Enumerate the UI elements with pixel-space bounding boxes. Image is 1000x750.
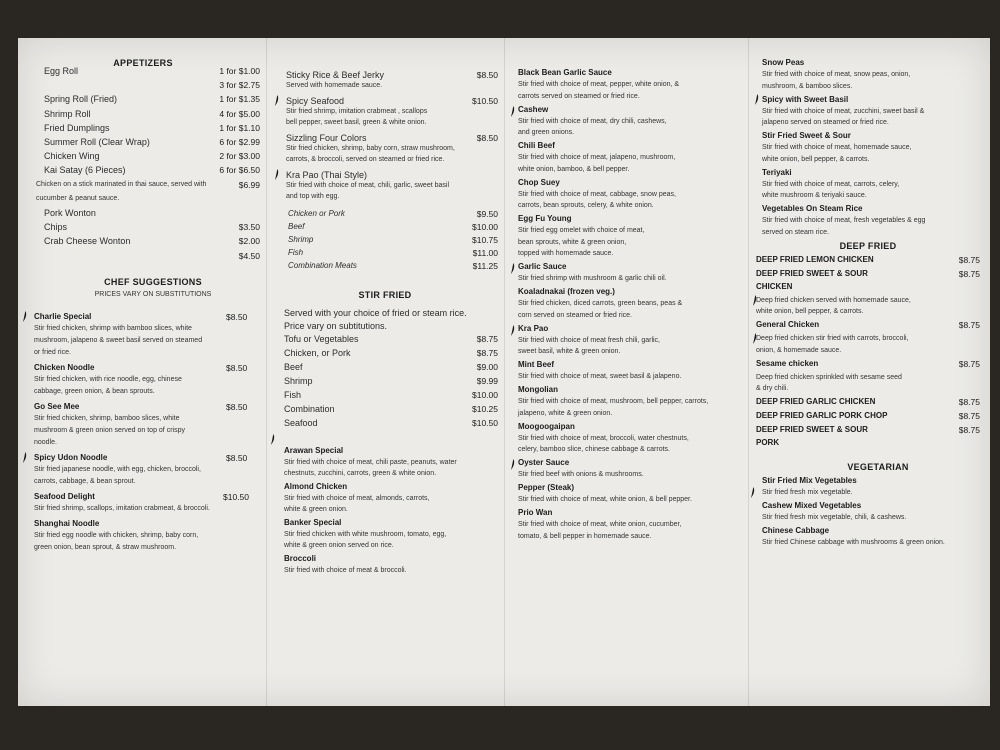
chef-item-description: Stir fried shrimp, scallops, imitation crabmeat, & broccoli. <box>34 504 210 512</box>
stir-fried-option-price: $8.75 <box>476 334 498 344</box>
entree-item-description: Stir fried with choice of meat, sweet basil & jalapeno. <box>518 373 682 380</box>
stir-fried-item-name: Broccoli <box>284 554 317 563</box>
deep-fried-item-name: PORK <box>756 438 780 447</box>
deep-fried-price: $8.75 <box>958 397 980 407</box>
entree-item-description: Stir fried with choice of meat, white onion, & bell pepper. <box>518 496 692 503</box>
stir-fried-item-description: white & green onion. <box>284 506 348 513</box>
entree-item-description: corn served on steamed or fried rice. <box>518 311 632 319</box>
chef-item-price: $10.50 <box>223 491 249 502</box>
entree-item-description: served on steam rice. <box>762 228 829 236</box>
deep-fried-price: $8.75 <box>958 254 980 265</box>
stir-fried-option-price: $9.99 <box>476 376 498 386</box>
appetizer-item: Chicken Wing <box>44 151 100 162</box>
special-item-description: Stir fried chicken, shrimp, baby corn, straw mushroom, <box>286 145 455 152</box>
kra-pao-option-price: $10.00 <box>472 222 498 232</box>
stir-fried-option: Beef <box>284 362 303 372</box>
menu-paper <box>18 38 990 706</box>
stir-fried-option-price: $10.50 <box>472 418 498 428</box>
deep-fried-item-name: General Chicken <box>756 320 820 329</box>
stir-fried-option-price: $9.00 <box>476 362 498 372</box>
entree-item-name: Cashew <box>518 104 549 114</box>
chili-pepper-icon <box>510 325 515 336</box>
stir-fried-item-description: white & green onion served on rice. <box>284 542 394 549</box>
chili-pepper-icon <box>274 95 279 106</box>
entree-item-name: Prio Wan <box>518 508 553 517</box>
chef-item-description: carrots, cabbage, & bean sprout. <box>34 477 136 485</box>
chili-pepper-icon <box>510 263 515 274</box>
entree-item-name: Mint Beef <box>518 360 554 369</box>
stir-fried-option: Seafood <box>284 418 318 428</box>
deep-fried-description: Deep fried chicken sprinkled with sesame seed <box>756 373 902 381</box>
appetizer-item: Crab Cheese Wonton <box>44 236 131 247</box>
chef-item-name: Go See Mee <box>34 401 80 411</box>
stir-fried-item-description: Stir fried chicken with white mushroom, tomato, egg, <box>284 531 447 538</box>
entree-item-description: Stir fried with choice of meat, broccoli, water chestnuts, <box>518 434 689 442</box>
entree-item-name: Snow Peas <box>762 58 805 67</box>
appetizer-price: 2 for $3.00 <box>219 151 260 162</box>
entree-item-name: Teriyaki <box>762 167 792 177</box>
entree-item-name: Spicy with Sweet Basil <box>762 94 849 104</box>
entree-item-description: jalapeno served on steamed or fried rice. <box>762 119 889 126</box>
appetizer-price: 4 for $5.00 <box>219 108 260 119</box>
chef-item-name: Spicy Udon Noodle <box>34 452 108 462</box>
section-title-stir-fried: STIR FRIED <box>358 290 412 300</box>
entree-item-description: Stir fried with choice of meat, snow peas, onion, <box>762 71 911 78</box>
entree-item-description: Stir fried with choice of meat, zucchini, sweet basil & <box>762 107 925 115</box>
entree-item-name: Mongolian <box>518 385 558 394</box>
section-title-appetizers: APPETIZERS <box>113 58 173 68</box>
special-item-name: Spicy Seafood <box>286 96 345 106</box>
entree-item-description: carrots served on steamed or fried rice. <box>518 92 640 100</box>
entree-item-description: white onion, bell pepper, & carrots. <box>762 155 870 163</box>
entree-item-description: Stir fried chicken, diced carrots, green beans, peas & <box>518 300 683 307</box>
chili-pepper-icon <box>274 169 279 180</box>
appetizer-price: 6 for $2.99 <box>219 137 260 147</box>
deep-fried-price: $8.75 <box>958 268 980 279</box>
appetizer-price: 1 for $1.00 <box>219 66 260 76</box>
entree-item-description: Stir fried with choice of meat fresh chili, garlic, <box>518 336 660 344</box>
appetizer-price: 1 for $1.35 <box>219 94 260 105</box>
chef-item-price: $8.50 <box>226 362 248 373</box>
chef-item-description: green onion, bean sprout, & straw mushroom. <box>34 543 177 551</box>
entree-item-name: Garlic Sauce <box>518 262 567 271</box>
special-item-description: and top with egg. <box>286 193 340 200</box>
chili-pepper-icon <box>22 311 27 322</box>
chef-item-price: $8.50 <box>226 401 248 412</box>
entree-item-description: mushroom, & bamboo slices. <box>762 82 853 90</box>
appetizer-item: Chips <box>44 222 68 233</box>
entree-item-name: Egg Fu Young <box>518 214 572 223</box>
stir-fried-item-description: Stir fried with choice of meat, almonds, carrots, <box>284 495 430 502</box>
appetizer-item: Pork Wonton <box>44 208 96 218</box>
appetizer-item: Egg Roll <box>44 66 79 76</box>
entree-item-name: Vegetables On Steam Rice <box>762 204 863 213</box>
kra-pao-option-price: $11.25 <box>472 261 498 271</box>
special-item-name: Sizzling Four Colors <box>286 133 367 143</box>
vegetarian-item-name: Chinese Cabbage <box>762 526 830 535</box>
stir-fried-option-price: $10.00 <box>472 390 498 400</box>
menu-panel-stir-fried <box>266 38 504 706</box>
vegetarian-item-name: Stir Fried Mix Vegetables <box>762 476 857 485</box>
deep-fried-description: white onion, bell pepper, & carrots. <box>756 308 864 315</box>
entree-item-name: Chili Beef <box>518 141 555 150</box>
chef-item-description: Stir fried egg noodle with chicken, shrimp, baby corn, <box>34 531 199 539</box>
chef-item-name: Seafood Delight <box>34 491 95 501</box>
chef-item-description: Stir fried chicken, with rice noodle, egg, chinese <box>34 375 182 383</box>
entree-item-name: Koaladnakai (frozen veg.) <box>518 287 615 296</box>
chef-item-description: Stir fried chicken, shrimp with bamboo slices, white <box>34 324 192 332</box>
chef-item-description: cabbage, green onion, & bean sprouts. <box>34 387 155 395</box>
section-subtitle-chef: PRICES VARY ON SUBSTITUTIONS <box>94 290 212 298</box>
stir-fried-item-description: Stir fried with choice of meat, chili paste, peanuts, water <box>284 459 457 466</box>
appetizer-item: Summer Roll (Clear Wrap) <box>44 137 150 147</box>
vegetarian-item-description: Stir fried fresh mix vegetable. <box>762 489 853 496</box>
stir-fried-option: Tofu or Vegetables <box>284 334 359 344</box>
entree-item-name: Moogoogaipan <box>518 421 575 431</box>
entree-item-name: Black Bean Garlic Sauce <box>518 68 612 77</box>
vegetarian-item-name: Cashew Mixed Vegetables <box>762 501 862 510</box>
special-item-description: carrots, & broccoli, served on steamed or fried rice. <box>286 156 445 163</box>
deep-fried-item-name: DEEP FRIED SWEET & SOUR <box>756 425 868 434</box>
kra-pao-option: Combination Meats <box>288 261 357 270</box>
kra-pao-option: Shrimp <box>288 235 314 244</box>
entree-item-description: and green onions. <box>518 129 575 136</box>
kra-pao-option: Beef <box>288 222 305 231</box>
appetizer-price: $3.50 <box>238 222 260 233</box>
deep-fried-description: onion, & homemade sauce. <box>756 346 842 354</box>
appetizer-item: Fried Dumplings <box>44 122 110 133</box>
special-item-price: $8.50 <box>476 133 498 143</box>
chili-pepper-icon <box>510 106 515 117</box>
appetizer-price: 3 for $2.75 <box>219 80 260 91</box>
stir-fried-option: Shrimp <box>284 376 313 386</box>
kra-pao-option-price: $9.50 <box>476 209 498 219</box>
chef-item-description: mushroom & green onion served on top of crispy <box>34 426 185 434</box>
chef-item-name: Charlie Special <box>34 311 92 321</box>
stir-fried-intro: Served with your choice of fried or steam rice. <box>284 308 467 318</box>
special-item-description: bell pepper, sweet basil, green & white onion. <box>286 119 427 126</box>
deep-fried-item-name: DEEP FRIED GARLIC PORK CHOP <box>756 411 888 420</box>
chili-pepper-icon <box>754 94 759 105</box>
entree-item-description: topped with homemade sauce. <box>518 250 614 257</box>
entree-item-description: Stir fried with choice of meat, fresh vegetables & egg <box>762 217 926 224</box>
vegetarian-item-description: Stir fried fresh mix vegetable, chili, & cashews. <box>762 514 907 521</box>
entree-item-description: celery, bamboo slice, chinese cabbage & carrots. <box>518 446 671 453</box>
appetizer-price: 6 for $6.50 <box>219 165 260 176</box>
entree-item-description: sweet basil, white & green onion. <box>518 348 621 355</box>
chef-item-description: or fried rice. <box>34 348 71 356</box>
stir-fried-option: Chicken, or Pork <box>284 348 351 358</box>
deep-fried-item-name: CHICKEN <box>756 281 793 291</box>
kra-pao-option-price: $10.75 <box>472 235 498 245</box>
deep-fried-price: $8.75 <box>958 358 980 369</box>
special-item-description: Stir fried with choice of meat, chili, garlic, sweet basil <box>286 182 450 189</box>
vegetarian-item-description: Stir fried Chinese cabbage with mushrooms & green onion. <box>762 539 945 546</box>
menu-panel-entrees <box>504 38 748 706</box>
menu-panel-appetizers <box>18 38 266 706</box>
entree-item-name: Oyster Sauce <box>518 458 570 467</box>
appetizer-item: Kai Satay (6 Pieces) <box>44 165 126 176</box>
deep-fried-item-name: DEEP FRIED SWEET & SOUR <box>756 268 868 278</box>
section-title-vegetarian: VEGETARIAN <box>847 462 909 472</box>
kra-pao-option-price: $11.00 <box>472 248 498 258</box>
entree-item-description: Stir fried with choice of meat, jalapeno, mushroom, <box>518 154 676 161</box>
kra-pao-option: Fish <box>288 248 304 257</box>
chef-item-description: noodle. <box>34 438 57 446</box>
special-item-name: Sticky Rice & Beef Jerky <box>286 70 385 80</box>
entree-item-description: tomato, & bell pepper in homemade sauce. <box>518 532 652 540</box>
deep-fried-price: $8.75 <box>958 411 980 421</box>
stir-fried-item-description: Stir fried with choice of meat & broccoli. <box>284 567 407 574</box>
chef-item-description: mushroom, jalapeno & sweet basil served on steamed <box>34 336 203 344</box>
special-item-name: Kra Pao (Thai Style) <box>286 170 368 180</box>
appetizer-price: $2.00 <box>238 236 260 247</box>
entree-item-description: Stir fried beef with onions & mushrooms. <box>518 471 644 478</box>
chili-pepper-icon <box>270 434 275 445</box>
chef-item-name: Chicken Noodle <box>34 362 95 372</box>
stir-fried-item-name: Almond Chicken <box>284 482 348 491</box>
special-item-price: $10.50 <box>472 96 498 106</box>
appetizer-price: $6.99 <box>238 179 260 190</box>
entree-item-description: bean sprouts, white & green onion, <box>518 238 627 246</box>
entree-item-description: white mushroom & teriyaki sauce. <box>762 192 867 199</box>
menu-panel-deep-fried <box>748 38 990 706</box>
stir-fried-intro: Price vary on subtitutions. <box>284 321 388 331</box>
entree-item-description: jalapeno, white & green onion. <box>518 409 613 417</box>
deep-fried-description: Deep fried chicken stir fried with carrots, broccoli, <box>756 335 909 342</box>
special-item-description: Served with homemade sauce. <box>286 82 383 89</box>
deep-fried-item-name: Sesame chicken <box>756 358 819 368</box>
chef-item-price: $8.50 <box>226 311 248 322</box>
entree-item-name: Stir Fried Sweet & Sour <box>762 131 851 140</box>
section-title-deep-fried: DEEP FRIED <box>839 240 897 251</box>
kra-pao-option: Chicken or Pork <box>288 209 345 218</box>
stir-fried-option-price: $8.75 <box>476 348 498 358</box>
deep-fried-item-name: DEEP FRIED GARLIC CHICKEN <box>756 397 876 406</box>
chef-item-price: $8.50 <box>226 452 248 463</box>
entree-item-description: Stir fried with choice of meat, carrots, celery, <box>762 180 900 188</box>
deep-fried-description: Deep fried chicken served with homemade sauce, <box>756 296 911 304</box>
stir-fried-item-name: Banker Special <box>284 518 342 527</box>
entree-item-name: Pepper (Steak) <box>518 483 575 492</box>
chili-pepper-icon <box>750 487 755 498</box>
special-item-price: $8.50 <box>476 70 498 80</box>
entree-item-name: Kra Pao <box>518 323 549 333</box>
entree-item-description: Stir fried with choice of meat, cabbage, snow peas, <box>518 190 676 198</box>
entree-item-name: Chop Suey <box>518 177 560 187</box>
deep-fried-description: & dry chili. <box>756 385 789 392</box>
appetizer-price: 1 for $1.10 <box>219 122 260 133</box>
entree-item-description: Stir fried with choice of meat, pepper, white onion, & <box>518 81 680 88</box>
chef-item-name: Shanghai Noodle <box>34 518 100 528</box>
deep-fried-price: $8.75 <box>958 320 980 330</box>
stir-fried-option-price: $10.25 <box>472 404 498 414</box>
stir-fried-item-description: chestnuts, zucchini, carrots, green & white onion. <box>284 470 437 477</box>
entree-item-description: Stir fried with choice of meat, homemade sauce, <box>762 144 912 151</box>
section-title-chef-suggestions: CHEF SUGGESTIONS <box>104 276 202 287</box>
chef-item-description: Stir fried chicken, shrimp, bamboo slices, white <box>34 414 180 422</box>
entree-item-description: Stir fried with choice of meat, white onion, cucumber, <box>518 521 682 528</box>
entree-item-description: white onion, bamboo, & bell pepper. <box>518 165 630 173</box>
appetizer-item: Shrimp Roll <box>44 108 91 119</box>
deep-fried-item-name: DEEP FRIED LEMON CHICKEN <box>756 254 874 264</box>
chili-pepper-icon <box>510 459 515 470</box>
entree-item-description: Stir fried egg omelet with choice of meat, <box>518 227 645 234</box>
stir-fried-item-name: Arawan Special <box>284 446 344 455</box>
stir-fried-option: Fish <box>284 390 302 400</box>
chef-item-description: Stir fried japanese noodle, with egg, chicken, broccoli, <box>34 465 201 473</box>
entree-item-description: Stir fried with choice of meat, dry chili, cashews, <box>518 117 667 125</box>
stir-fried-option: Combination <box>284 404 335 414</box>
appetizer-price: $4.50 <box>238 250 260 261</box>
chili-pepper-icon <box>22 452 27 463</box>
deep-fried-price: $8.75 <box>958 425 980 435</box>
entree-item-description: Stir fried with choice of meat, mushroom, bell pepper, carrots, <box>518 398 709 405</box>
entree-item-description: Stir fried shrimp with mushroom & garlic chili oil. <box>518 275 667 282</box>
entree-item-description: carrots, bean sprouts, celery, & white onion. <box>518 202 654 209</box>
appetizer-item: Spring Roll (Fried) <box>44 94 118 105</box>
appetizer-item: Chicken on a stick marinated in thai sauce, served with <box>36 180 207 188</box>
appetizer-item: cucumber & peanut sauce. <box>36 194 120 202</box>
special-item-description: Stir fried shrimp, imitation crabmeat , scallops <box>286 108 428 115</box>
